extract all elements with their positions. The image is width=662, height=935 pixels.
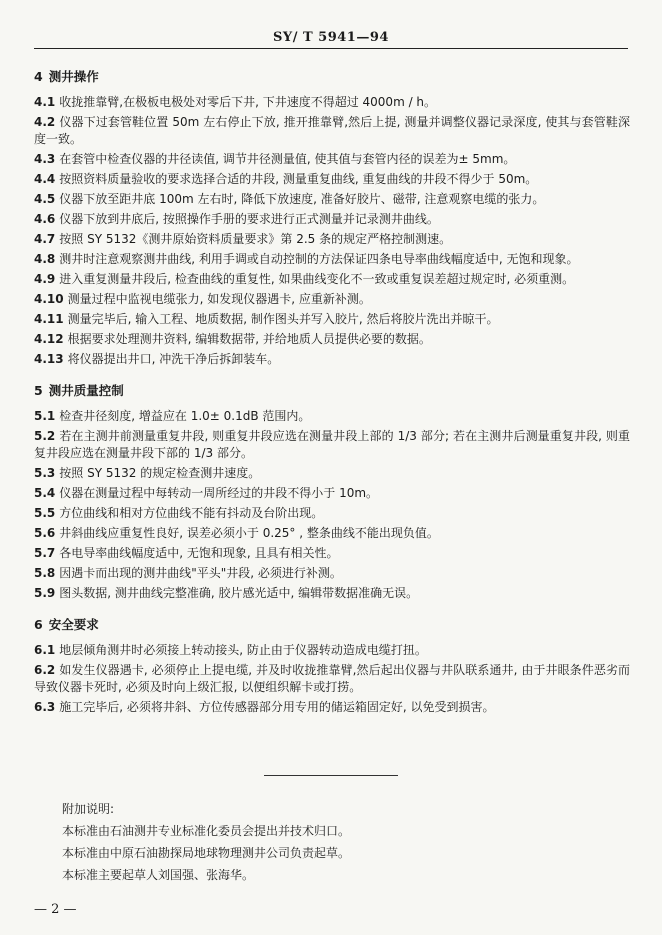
clause-number: 4.2 bbox=[34, 115, 56, 129]
clause-number: 5.3 bbox=[34, 466, 56, 480]
clause-6-3 bbox=[34, 699, 630, 716]
clause-4-11 bbox=[34, 311, 630, 328]
clause-5-6 bbox=[34, 525, 630, 542]
section-number: 4 bbox=[34, 69, 43, 84]
clause-number: 6.2 bbox=[34, 663, 56, 677]
clause-text: 各电导率曲线幅度适中, 无饱和现象, 且具有相关性。 bbox=[59, 546, 339, 560]
appendix-line: 本标准主要起草人刘国强、张海华。 bbox=[62, 868, 255, 882]
clause-text: 测量完毕后, 输入工程、地质数据, 制作图头并写入胶片, 然后将胶片洗出并晾干。 bbox=[67, 312, 499, 326]
clause-text: 方位曲线和相对方位曲线不能有抖动及台阶出现。 bbox=[59, 506, 324, 520]
clause-number: 5.2 bbox=[34, 429, 56, 443]
clause-text: 收拢推靠臂,在极板电极处对零后下井, 下井速度不得超过 4000m / h。 bbox=[59, 95, 437, 109]
clause-number: 6.1 bbox=[34, 643, 56, 657]
clause-text: 如发生仪器遇卡, 必须停止上提电缆, 并及时收拢推靠臂,然后起出仪器与井队联系通井, 由于井眼条件恶劣而导致仪器卡死时, 必须及时向上级汇报, 以便组织解卡或打捞。 bbox=[34, 663, 630, 694]
clause-6-1 bbox=[34, 642, 630, 659]
section-number: 6 bbox=[34, 617, 43, 632]
clause-number: 4.9 bbox=[34, 272, 56, 286]
clause-text: 按照 SY 5132《测井原始资料质量要求》第 2.5 条的规定严格控制测速。 bbox=[59, 232, 452, 246]
clause-4-3 bbox=[34, 151, 630, 168]
clause-4-12 bbox=[34, 331, 630, 348]
clause-number: 5.7 bbox=[34, 546, 56, 560]
clause-5-3 bbox=[34, 465, 630, 482]
clause-4-7 bbox=[34, 231, 630, 248]
clause-text: 根据要求处理测井资料, 编辑数据带, 并给地质人员提供必要的数据。 bbox=[67, 332, 431, 346]
clause-number: 4.3 bbox=[34, 152, 56, 166]
clause-text: 施工完毕后, 必须将井斜、方位传感器部分用专用的储运箱固定好, 以免受到损害。 bbox=[59, 700, 495, 714]
clause-number: 5.1 bbox=[34, 409, 56, 423]
clause-text: 按照资料质量验收的要求选择合适的井段, 测量重复曲线, 重复曲线的井段不得少于 50m。 bbox=[59, 172, 538, 186]
section-heading-text: 测井操作 bbox=[48, 69, 99, 84]
clause-text: 若在主测井前测量重复井段, 则重复井段应选在测量井段上部的 1/3 部分; 若在主测井后测量重复井段, 则重复井段应选在测量井段下部的 1/3 部分。 bbox=[34, 429, 630, 460]
section-title bbox=[34, 68, 630, 85]
section-number: 5 bbox=[34, 383, 43, 398]
clause-number: 4.6 bbox=[34, 212, 56, 226]
clause-text: 在套管中检查仪器的井径读值, 调节井径测量值, 使其值与套管内径的误差为± 5mm。 bbox=[59, 152, 516, 166]
clause-number: 4.7 bbox=[34, 232, 56, 246]
appendix-line: 本标准由中原石油勘探局地球物理测井公司负责起草。 bbox=[62, 846, 351, 860]
page-number: — 2 — bbox=[34, 902, 77, 917]
clause-number: 4.11 bbox=[34, 312, 64, 326]
clause-5-1 bbox=[34, 408, 630, 425]
clause-5-7 bbox=[34, 545, 630, 562]
clause-4-8 bbox=[34, 251, 630, 268]
clause-text: 仪器下过套管鞋位置 50m 左右停止下放, 推开推靠臂,然后上提, 测量并调整仪器记录深度, 使其与套管鞋深度一致。 bbox=[34, 115, 630, 146]
clause-text: 将仪器提出井口, 冲洗干净后拆卸装车。 bbox=[67, 352, 280, 366]
clause-text: 进入重复测量井段后, 检查曲线的重复性, 如果曲线变化不一致或重复误差超过规定时, 必须重测。 bbox=[59, 272, 575, 286]
section-heading-text: 安全要求 bbox=[48, 617, 99, 632]
clause-text: 仪器下放至距井底 100m 左右时, 降低下放速度, 准备好胶片、磁带, 注意观察电缆的张力。 bbox=[59, 192, 545, 206]
clause-number: 4.5 bbox=[34, 192, 56, 206]
clause-text: 测量过程中监视电缆张力, 如发现仪器遇卡, 应重新补测。 bbox=[67, 292, 371, 306]
clause-5-9 bbox=[34, 585, 630, 602]
clause-4-10 bbox=[34, 291, 630, 308]
clause-text: 因遇卡而出现的测井曲线"平头"井段, 必须进行补测。 bbox=[59, 566, 342, 580]
clause-text: 仪器在测量过程中每转动一周所经过的井段不得小于 10m。 bbox=[59, 486, 379, 500]
clause-4-1 bbox=[34, 94, 630, 111]
clause-text: 仪器下放到井底后, 按照操作手册的要求进行正式测量并记录测井曲线。 bbox=[59, 212, 439, 226]
clause-4-13 bbox=[34, 351, 630, 368]
clause-text: 按照 SY 5132 的规定检查测井速度。 bbox=[59, 466, 261, 480]
clause-text: 井斜曲线应重复性良好, 误差必须小于 0.25° , 整条曲线不能出现负值。 bbox=[59, 526, 439, 540]
clause-number: 5.4 bbox=[34, 486, 56, 500]
clause-5-8 bbox=[34, 565, 630, 582]
clause-text: 地层倾角测井时必须接上转动接头, 防止由于仪器转动造成电缆打扭。 bbox=[59, 643, 427, 657]
clause-4-2 bbox=[34, 114, 630, 148]
clause-number: 4.12 bbox=[34, 332, 64, 346]
section-title bbox=[34, 382, 630, 399]
clause-number: 6.3 bbox=[34, 700, 56, 714]
clause-4-4 bbox=[34, 171, 630, 188]
clause-number: 4.10 bbox=[34, 292, 64, 306]
appendix bbox=[62, 798, 582, 886]
clause-number: 5.8 bbox=[34, 566, 56, 580]
clause-number: 5.6 bbox=[34, 526, 56, 540]
clause-4-9 bbox=[34, 271, 630, 288]
clause-number: 4.13 bbox=[34, 352, 64, 366]
document-body bbox=[34, 68, 630, 730]
clause-4-5 bbox=[34, 191, 630, 208]
clause-5-5 bbox=[34, 505, 630, 522]
section-heading-text: 测井质量控制 bbox=[48, 383, 124, 398]
clause-number: 5.5 bbox=[34, 506, 56, 520]
clause-number: 5.9 bbox=[34, 586, 56, 600]
clause-text: 检查井径刻度, 增益应在 1.0± 0.1dB 范围内。 bbox=[59, 409, 311, 423]
clause-number: 4.4 bbox=[34, 172, 56, 186]
clause-5-2 bbox=[34, 428, 630, 462]
clause-text: 测井时注意观察测井曲线, 利用手调或自动控制的方法保证四条电导率曲线幅度适中, 无饱和现象。 bbox=[59, 252, 579, 266]
page-header-standard-id: SY/ T 5941—94 bbox=[273, 30, 389, 45]
clause-4-6 bbox=[34, 211, 630, 228]
appendix-line: 本标准由石油测井专业标准化委员会提出并技术归口。 bbox=[62, 824, 351, 838]
section-4 bbox=[34, 68, 630, 368]
section-title bbox=[34, 616, 630, 633]
clause-number: 4.8 bbox=[34, 252, 56, 266]
section-5 bbox=[34, 382, 630, 602]
appendix-divider bbox=[264, 775, 398, 776]
clause-6-2 bbox=[34, 662, 630, 696]
section-6 bbox=[34, 616, 630, 716]
appendix-title: 附加说明: bbox=[62, 802, 115, 816]
clause-number: 4.1 bbox=[34, 95, 56, 109]
clause-5-4 bbox=[34, 485, 630, 502]
clause-text: 图头数据, 测井曲线完整准确, 胶片感光适中, 编辑带数据准确无误。 bbox=[59, 586, 419, 600]
header-rule bbox=[34, 48, 628, 49]
